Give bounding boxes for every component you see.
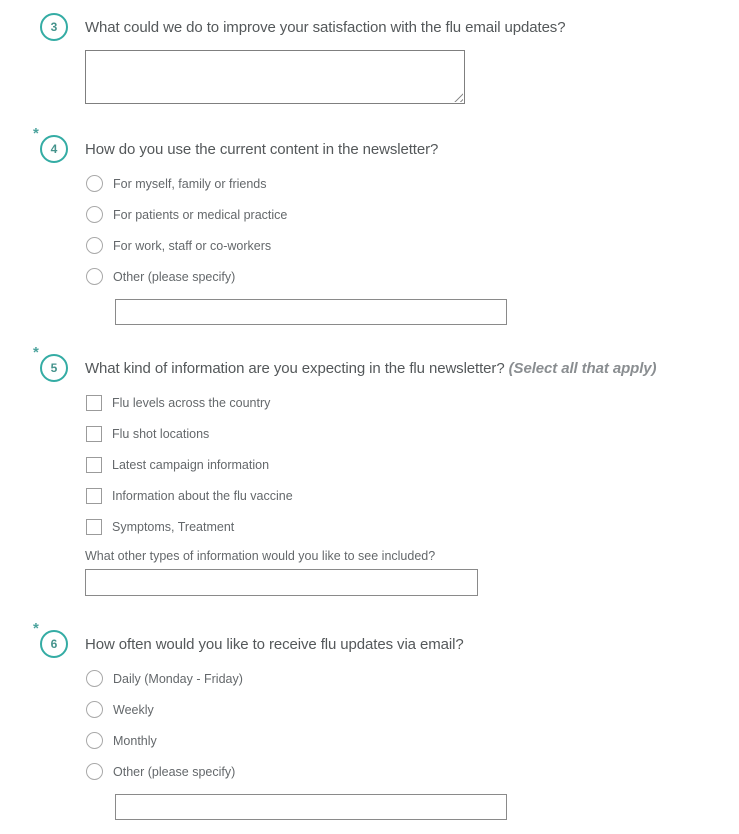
question-number: 6 <box>50 637 58 651</box>
question-title-text: What kind of information are you expecting in the flu newsletter? <box>85 359 505 377</box>
question-title: What could we do to improve your satisfaction with the flu email updates? <box>85 18 566 36</box>
question-4 <box>0 125 739 325</box>
option-row[interactable] <box>86 670 739 687</box>
radio-button-icon[interactable] <box>86 268 103 285</box>
option-label[interactable]: Other (please specify) <box>113 269 236 284</box>
required-asterisk: * <box>33 125 39 142</box>
question-6-number-badge <box>33 620 68 658</box>
option-row[interactable] <box>86 456 739 473</box>
question-4-header <box>33 125 739 163</box>
question-title: How do you use the current content in the newsletter? <box>85 140 439 158</box>
option-label[interactable]: Monthly <box>113 733 157 748</box>
option-row[interactable] <box>86 237 739 254</box>
radio-button-icon[interactable] <box>86 670 103 687</box>
option-label[interactable]: For myself, family or friends <box>113 176 267 191</box>
checkbox-icon[interactable] <box>86 488 102 504</box>
radio-button-icon[interactable] <box>86 175 103 192</box>
radio-button-icon[interactable] <box>86 237 103 254</box>
option-label[interactable]: Latest campaign information <box>112 457 270 472</box>
question-3-header <box>40 13 739 41</box>
option-label[interactable]: Flu levels across the country <box>112 395 271 410</box>
option-label[interactable]: Daily (Monday - Friday) <box>113 671 243 686</box>
question-number: 3 <box>50 20 58 34</box>
option-row[interactable] <box>86 175 739 192</box>
question-5-options <box>86 394 739 535</box>
option-label[interactable]: Information about the flu vaccine <box>112 488 293 503</box>
option-label[interactable]: For work, staff or co-workers <box>113 238 272 253</box>
question-4-other-input[interactable] <box>115 299 507 325</box>
question-3 <box>0 13 739 104</box>
option-label[interactable]: Symptoms, Treatment <box>112 519 235 534</box>
checkbox-icon[interactable] <box>86 426 102 442</box>
radio-button-icon[interactable] <box>86 763 103 780</box>
question-6-options <box>86 670 739 780</box>
option-row[interactable] <box>86 701 739 718</box>
option-label[interactable]: Flu shot locations <box>112 426 210 441</box>
option-row[interactable] <box>86 487 739 504</box>
question-6-header <box>33 620 739 658</box>
question-6 <box>0 620 739 820</box>
question-number-circle <box>40 135 68 163</box>
radio-button-icon[interactable] <box>86 701 103 718</box>
question-5-other-input[interactable] <box>85 569 478 596</box>
question-5 <box>0 344 739 596</box>
checkbox-icon[interactable] <box>86 519 102 535</box>
option-row[interactable] <box>86 763 739 780</box>
question-number: 4 <box>50 142 58 156</box>
option-row[interactable] <box>86 268 739 285</box>
checkbox-icon[interactable] <box>86 395 102 411</box>
option-row[interactable] <box>86 206 739 223</box>
question-3-number-badge <box>40 13 68 41</box>
question-5-other-label: What other types of information would you like to see included? <box>85 549 436 563</box>
question-number-circle <box>40 354 68 382</box>
question-number: 5 <box>50 361 58 375</box>
option-label[interactable]: For patients or medical practice <box>113 207 288 222</box>
question-3-answer-textarea[interactable] <box>85 50 465 104</box>
open-answer-area <box>85 50 465 104</box>
option-row[interactable] <box>86 518 739 535</box>
option-row[interactable] <box>86 394 739 411</box>
question-title: How often would you like to receive flu updates via email? <box>85 635 464 653</box>
question-5-header <box>33 344 739 382</box>
option-row[interactable] <box>86 732 739 749</box>
question-number-circle <box>40 13 68 41</box>
checkbox-icon[interactable] <box>86 457 102 473</box>
question-number-circle <box>40 630 68 658</box>
option-row[interactable] <box>86 425 739 442</box>
question-5-number-badge <box>33 344 68 382</box>
radio-button-icon[interactable] <box>86 732 103 749</box>
option-label[interactable]: Other (please specify) <box>113 764 236 779</box>
option-label[interactable]: Weekly <box>113 702 154 717</box>
question-6-other-input[interactable] <box>115 794 507 820</box>
question-4-number-badge <box>33 125 68 163</box>
radio-button-icon[interactable] <box>86 206 103 223</box>
question-4-options <box>86 175 739 285</box>
required-asterisk: * <box>33 620 39 637</box>
question-title-suffix: (Select all that apply) <box>508 359 657 377</box>
required-asterisk: * <box>33 344 39 361</box>
question-title <box>85 360 656 377</box>
